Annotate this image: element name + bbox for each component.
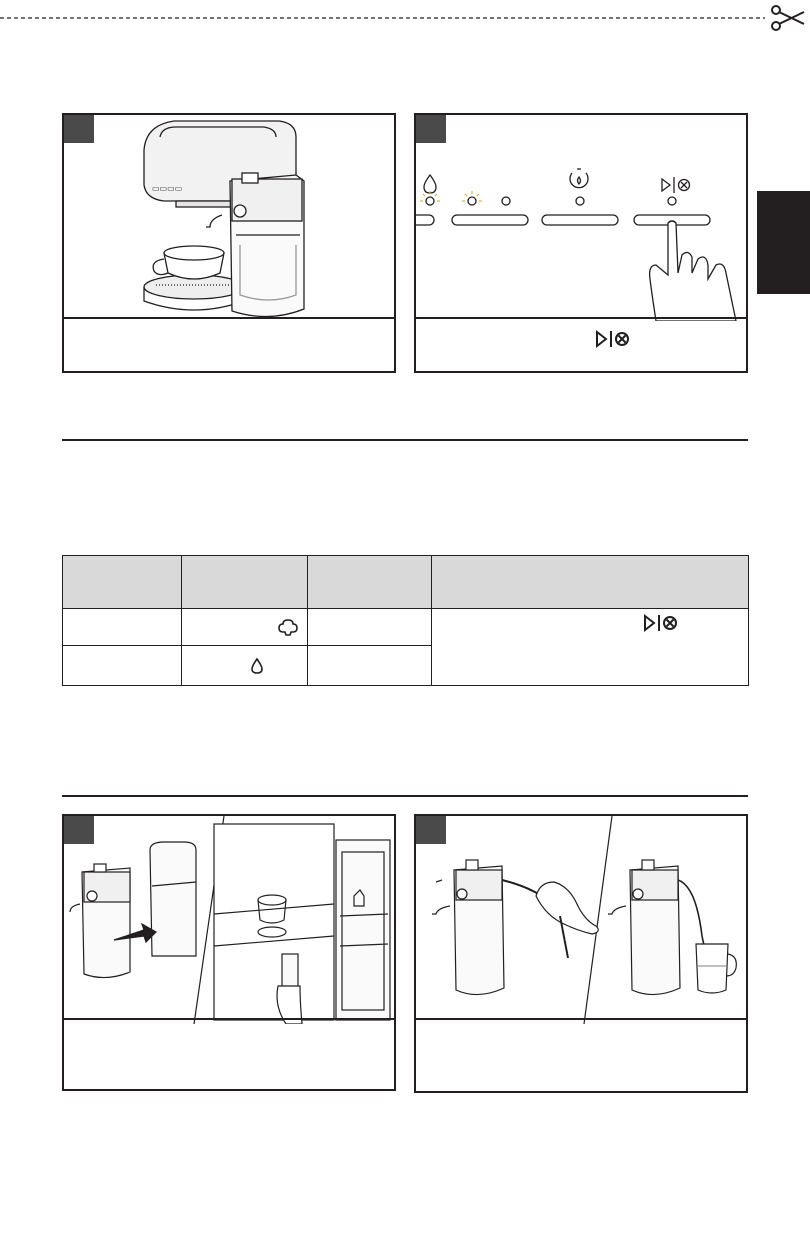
section-divider (62, 795, 748, 797)
table-cell (308, 609, 432, 646)
step-caption-box (416, 1018, 746, 1091)
settings-table (62, 555, 749, 686)
descale-icon (570, 169, 588, 188)
drop-icon (424, 175, 436, 193)
milk-carafe-refrigerator-illustration (64, 816, 394, 1024)
step-panel-3 (62, 814, 396, 1091)
table-row (63, 609, 749, 646)
table-cell (308, 646, 432, 686)
table-cell (182, 646, 308, 686)
table-cell (63, 646, 182, 686)
play-cancel-icon (594, 329, 630, 349)
table-header-cell (432, 556, 749, 609)
table-cell-note (432, 609, 749, 686)
svg-text:▭▭▭▭: ▭▭▭▭ (152, 184, 183, 193)
scissors-icon (772, 6, 804, 30)
section-side-tab (757, 191, 810, 294)
froth-icon (277, 616, 299, 638)
table-header-cell (63, 556, 182, 609)
step-caption-box (64, 1018, 394, 1089)
carafe-tube-cleaning-illustration (416, 816, 746, 1024)
table-cell (63, 609, 182, 646)
section-divider (62, 439, 748, 441)
step-caption-box (416, 317, 746, 371)
cut-line (0, 0, 810, 34)
play-cancel-icon (662, 177, 690, 193)
control-panel-finger-press-illustration (416, 115, 746, 321)
table-header-row (63, 556, 749, 609)
step-panel-4 (414, 814, 748, 1093)
drop-icon (251, 657, 263, 675)
step-panel-1 (62, 113, 396, 373)
coffee-maker-with-cup-illustration (64, 115, 394, 321)
table-header-cell (182, 556, 308, 609)
play-cancel-icon (642, 613, 678, 633)
table-cell (182, 609, 308, 646)
table-header-cell (308, 556, 432, 609)
step-caption-box (64, 317, 394, 371)
step-panel-2 (414, 113, 748, 373)
